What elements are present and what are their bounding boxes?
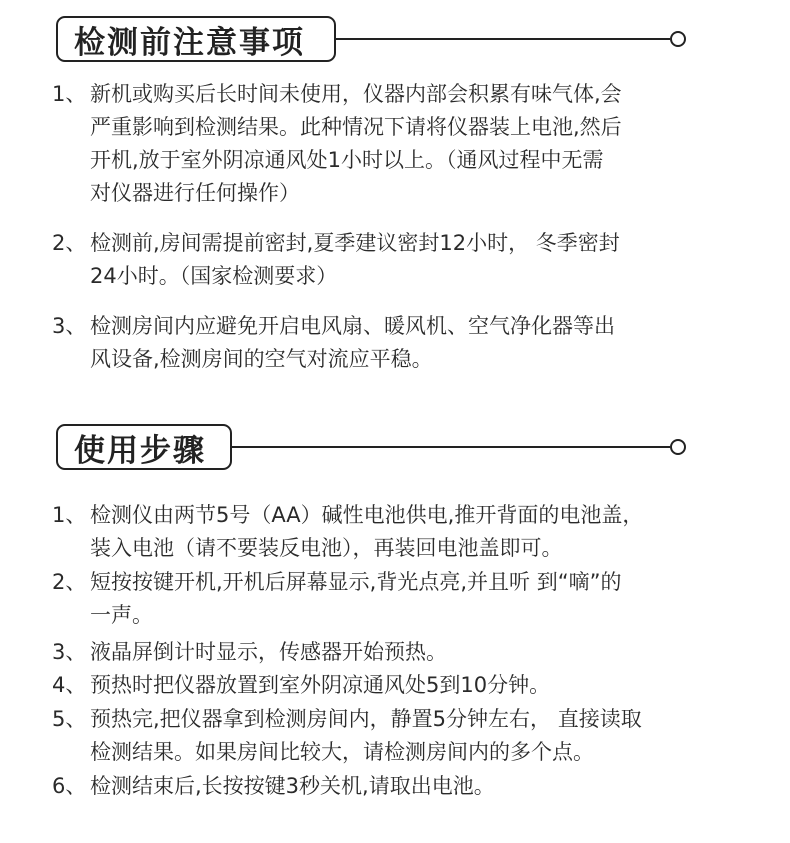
item-text: 液晶屏倒计时显示，传感器开始预热。 — [90, 640, 447, 664]
list-item — [52, 703, 742, 769]
item-number: 6、 — [52, 774, 87, 798]
heading-rule — [336, 38, 670, 40]
section-precautions — [0, 16, 790, 66]
item-text: 检测结束后,长按按键3秒关机,请取出电池。 — [90, 774, 495, 798]
section-precautions-heading — [0, 16, 790, 66]
section-usage-heading — [0, 424, 790, 474]
item-text: 短按按键开机,开机后屏幕显示,背光点亮,并且听 到“嘀”的 一声。 — [90, 570, 622, 627]
item-text: 预热完,把仪器拿到检测房间内，静置5分钟左右， 直接读取 检测结果。如果房间比较大，请检测房间内的多个点。 — [90, 707, 642, 764]
item-number: 2、 — [52, 570, 87, 594]
item-text: 检测仪由两节5号（AA）碱性电池供电,推开背面的电池盖， 装入电池（请不要装反电池），再装回电池盖即可。 — [90, 503, 644, 560]
item-number: 3、 — [52, 314, 87, 338]
list-item — [52, 566, 742, 632]
item-text: 检测前,房间需提前密封,夏季建议密封12小时， 冬季密封 24小时。（国家检测要求） — [90, 231, 620, 288]
list-item — [52, 78, 742, 210]
section-title: 使用步骤 — [74, 432, 206, 469]
item-number: 4、 — [52, 673, 87, 697]
list-item — [52, 227, 742, 293]
item-number: 1、 — [52, 503, 87, 527]
heading-dot-icon — [670, 439, 686, 455]
list-item — [52, 770, 742, 803]
heading-dot-icon — [670, 31, 686, 47]
item-text: 检测房间内应避免开启电风扇、暖风机、空气净化器等出 风设备,检测房间的空气对流应平稳。 — [90, 314, 615, 371]
item-text: 预热时把仪器放置到室外阴凉通风处5到10分钟。 — [90, 673, 551, 697]
list-item — [52, 499, 742, 565]
item-number: 3、 — [52, 640, 87, 664]
section-title: 检测前注意事项 — [74, 24, 305, 61]
item-number: 5、 — [52, 707, 87, 731]
heading-box — [56, 424, 232, 470]
item-number: 1、 — [52, 82, 87, 106]
heading-box — [56, 16, 336, 62]
item-number: 2、 — [52, 231, 87, 255]
list-item — [52, 669, 742, 702]
section-usage-steps — [0, 424, 790, 474]
list-item — [52, 310, 742, 376]
item-text: 新机或购买后长时间未使用，仪器内部会积累有味气体,会 严重影响到检测结果。此种情况下请将仪器装上电池,然后 开机,放于室外阴凉通风处1小时以上。（通风过程中无需 对仪器进行任何操作） — [90, 82, 622, 205]
heading-rule — [232, 446, 670, 448]
list-item — [52, 636, 742, 669]
